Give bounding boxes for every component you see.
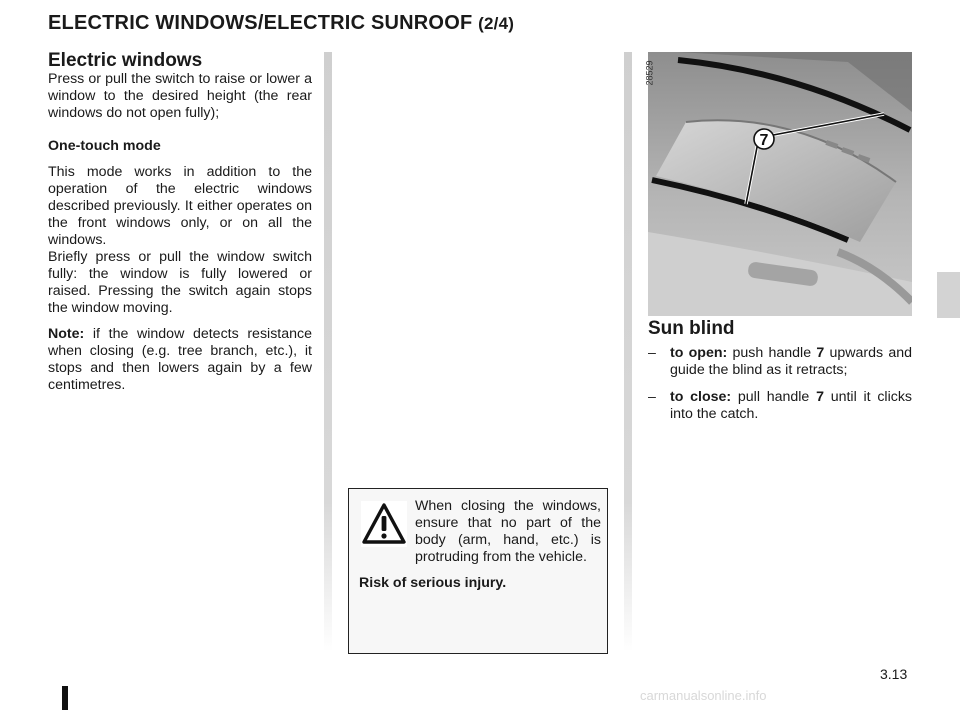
list-item-label: to open: [670,345,728,361]
warning-triangle-icon [361,501,407,547]
page-part-indicator: (2/4) [478,14,515,33]
note-label: Note: [48,326,85,342]
note-text: if the window detects resistance when closing (e.g. tree branch, etc.), it stops and then lowers again by a few centimetres. [48,326,312,393]
electric-windows-heading: Electric windows [48,50,203,71]
note-paragraph [48,326,312,394]
list-item-text: until it clicks into the catch. [670,389,913,422]
photo-reference-code-text: 28529 [644,60,655,86]
watermark: carmanualsonline.info [640,688,767,703]
list-item [648,345,912,379]
list-item-label: to close: [670,389,732,405]
photo-reference-code [644,56,661,92]
one-touch-usage-paragraph: Briefly press or pull the window switch fully: the window is fully lowered or raised. Pressing the switch again stops the window moving. [48,249,312,316]
list-dash: – [648,389,656,405]
list-item-number: 7 [816,345,825,361]
sun-blind-heading: Sun blind [648,318,735,339]
page-number: 3.13 [880,666,908,682]
sun-blind-section [648,320,912,433]
list-item-text: upwards and guide the blind as it retracts; [670,345,912,378]
list-item-text: pull handle [731,389,817,405]
column-divider [624,52,632,652]
column-divider [324,52,332,652]
one-touch-heading: One-touch mode [48,138,161,154]
page-title-text: ELECTRIC WINDOWS/ELECTRIC SUNROOF [48,12,473,34]
warning-emphasis: Risk of serious injury. [359,575,507,591]
list-item-number: 7 [816,389,824,405]
list-item-text: push handle [727,345,817,361]
one-touch-paragraph: This mode works in addition to the operation of the electric windows described previously. It either operates on the front windows only, or on all the windows. [48,164,312,248]
sunroof-photo [648,52,912,316]
page-title [48,12,514,35]
list-dash: – [648,345,656,361]
warning-text: When closing the windows, ensure that no part of the body (arm, hand, etc.) is protruding from the vehicle. [415,498,601,565]
section-tab-marker [937,272,960,318]
electric-windows-intro: Press or pull the switch to raise or lower a window to the desired height (the rear windows do not open fully); [48,71,312,121]
photo-callout-7: 7 [759,132,769,149]
warning-box [348,488,608,654]
list-item [648,389,912,423]
corner-mark [62,686,68,710]
electric-windows-section [48,50,312,394]
